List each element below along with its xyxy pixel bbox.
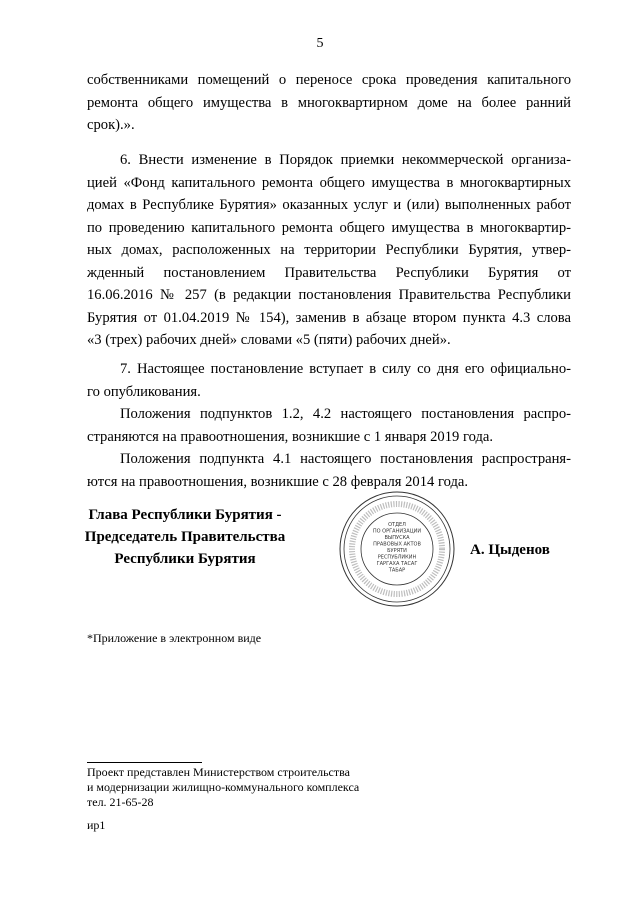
text-line: жденный постановлением Правительства Республики Бурятия от (87, 264, 571, 281)
document-code: ир1 (87, 818, 106, 832)
seal-text: ПРАВОВЫХ АКТОВ (373, 541, 421, 548)
seal-text: ВЫПУСКА (384, 535, 410, 541)
seal-text: ПО ОРГАНИЗАЦИИ (372, 528, 422, 535)
text-line: цией «Фонд капитального ремонта общего имущества в многоквартирных (87, 174, 571, 191)
signatory-title (70, 504, 300, 570)
page-number: 5 (316, 36, 324, 51)
signatory-name: А. Цыденов (470, 542, 550, 558)
footnote (87, 765, 359, 810)
text-line: Бурятия от 01.04.2019 № 154), заменив в абзаце втором пункта 4.3 слова (87, 309, 571, 326)
signatory-title-line: Председатель Правительства (84, 529, 286, 545)
text-line: собственниками помещений о переносе срока проведения капитального (87, 72, 571, 88)
footnote-line: тел. 21-65-28 (87, 795, 154, 809)
signatory-title-line: Республики Бурятия (114, 551, 256, 567)
text-line: Положения подпункта 4.1 настоящего постановления распространя- (120, 451, 571, 467)
text-line: ются на правоотношения, возникшие с 28 февраля 2014 года. (87, 473, 469, 490)
seal-text: ОТДЕЛ (388, 522, 406, 528)
text-line: 16.06.2016 № 257 (в редакции постановления Правительства Республики (87, 287, 571, 303)
text-line: ремонта общего имущества в многоквартирном доме на более ранний (87, 94, 571, 111)
footnote-line: и модернизации жилищно-коммунального комплекса (87, 780, 360, 794)
signatory-title-line: Глава Республики Бурятия - (88, 507, 282, 523)
text-line: «3 (трех) рабочих дней» словами «5 (пяти) рабочих дней». (87, 332, 451, 348)
appendix-note: *Приложение в электронном виде (87, 631, 262, 645)
text-line: ных домах, расположенных на территории Республики Бурятия, утвер- (87, 242, 571, 258)
text-line: домах в Республике Бурятия» оказанных услуг и (или) выполненных работ (87, 197, 571, 213)
paragraph-5-ending (87, 69, 571, 137)
footnote-divider (87, 762, 202, 763)
seal-text: ТАБАР (388, 567, 406, 574)
text-line: по проведению капитального ремонта общего имущества в многоквартир- (87, 219, 571, 236)
text-line: срок).». (87, 117, 135, 133)
paragraph-6 (87, 149, 571, 352)
seal-text: БУРЯТИ (387, 548, 407, 554)
text-line: 6. Внести изменение в Порядок приемки некоммерческой организа- (120, 152, 571, 168)
seal-text: ГАРГАХА ТАСАГ (376, 561, 418, 567)
text-line: Положения подпунктов 1.2, 4.2 настоящего постановления распро- (120, 406, 571, 422)
footnote-line: Проект представлен Министерством строительства (87, 765, 350, 779)
text-line: 7. Настоящее постановление вступает в силу со дня его официально- (120, 361, 571, 377)
seal-text: РЕСПУБЛИКИН (377, 554, 417, 561)
text-line: го опубликования. (87, 383, 201, 400)
paragraph-7 (87, 358, 571, 493)
official-seal (337, 489, 457, 609)
text-line: страняются на правоотношения, возникшие с 1 января 2019 года. (87, 428, 494, 445)
